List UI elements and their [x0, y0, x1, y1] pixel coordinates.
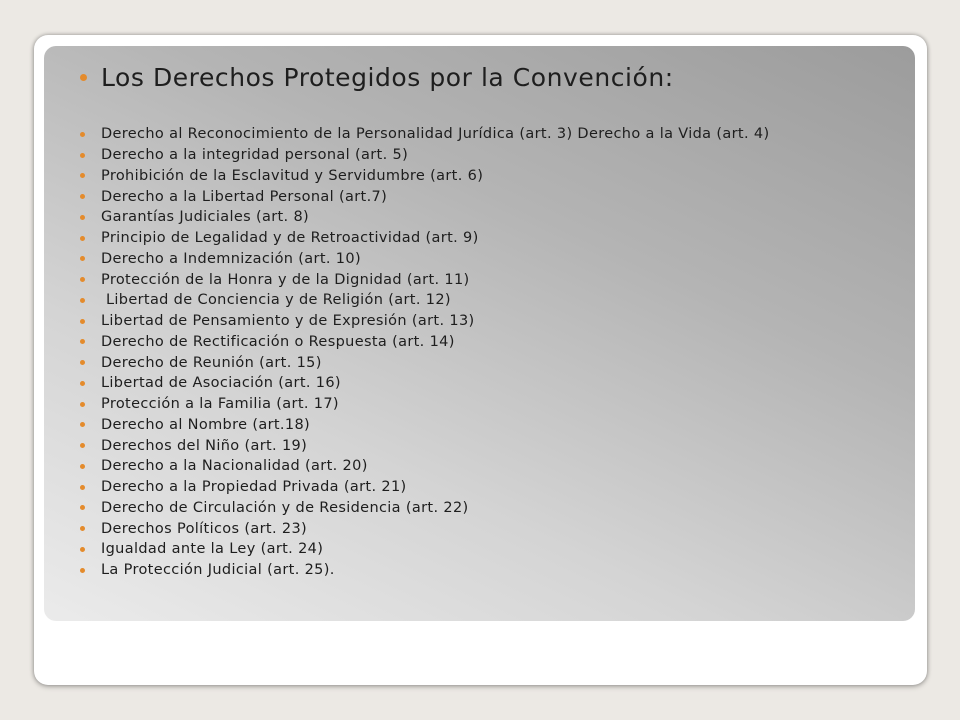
list-item — [80, 435, 769, 456]
list-item-text: Derecho al Reconocimiento de la Personalidad Jurídica (art. 3) Derecho a la Vida (art. 4) — [101, 126, 770, 143]
list-item-text: Igualdad ante la Ley (art. 24) — [101, 541, 324, 558]
list-item-text: Derechos Políticos (art. 23) — [101, 520, 308, 537]
bullet-icon — [80, 256, 85, 261]
list-item — [80, 394, 769, 415]
list-item-text: Derecho de Rectificación o Respuesta (art. 14) — [101, 333, 455, 350]
bullet-icon — [80, 443, 85, 448]
bullet-icon — [80, 173, 85, 178]
list-item-text: Derecho al Nombre (art.18) — [101, 416, 311, 433]
bullet-icon — [80, 194, 85, 199]
list-item — [80, 373, 769, 394]
list-item — [80, 249, 769, 270]
bullet-icon — [80, 568, 85, 573]
list-item-text: Derecho a la integridad personal (art. 5) — [101, 147, 409, 164]
list-item — [80, 269, 769, 290]
list-item — [80, 498, 769, 519]
list-item — [80, 124, 769, 145]
slide-title-row — [56, 59, 674, 95]
bullet-icon — [80, 526, 85, 531]
bullet-icon — [80, 485, 85, 490]
bullet-icon — [80, 74, 87, 81]
list-item — [80, 207, 769, 228]
list-item — [80, 311, 769, 332]
bullet-icon — [80, 381, 85, 386]
list-item — [80, 456, 769, 477]
list-item-text: Libertad de Pensamiento y de Expresión (art. 13) — [101, 313, 475, 330]
list-item-text: Libertad de Conciencia y de Religión (art. 12) — [101, 292, 451, 309]
list-item-text: Garantías Judiciales (art. 8) — [101, 209, 310, 226]
slide-title: Los Derechos Protegidos por la Convención: — [101, 62, 674, 92]
rights-list — [80, 124, 769, 581]
bullet-icon — [80, 132, 85, 137]
bullet-icon — [80, 464, 85, 469]
bullet-icon — [80, 215, 85, 220]
bullet-icon — [80, 402, 85, 407]
list-item — [80, 332, 769, 353]
bullet-icon — [80, 319, 85, 324]
list-item — [80, 352, 769, 373]
list-item-text: Protección de la Honra y de la Dignidad (art. 11) — [101, 271, 470, 288]
list-item-text: Principio de Legalidad y de Retroactividad (art. 9) — [101, 230, 479, 247]
bullet-icon — [80, 236, 85, 241]
bullet-icon — [80, 505, 85, 510]
list-item-text: Derecho de Reunión (art. 15) — [101, 354, 322, 371]
list-item — [80, 477, 769, 498]
bullet-icon — [80, 360, 85, 365]
list-item-text: Derecho de Circulación y de Residencia (art. 22) — [101, 499, 469, 516]
list-item — [80, 290, 769, 311]
bullet-icon — [80, 153, 85, 158]
bullet-icon — [80, 277, 85, 282]
list-item-text: Libertad de Asociación (art. 16) — [101, 375, 341, 392]
list-item — [80, 145, 769, 166]
list-item-text: La Protección Judicial (art. 25). — [101, 562, 335, 579]
list-item — [80, 228, 769, 249]
bullet-icon — [80, 422, 85, 427]
list-item — [80, 415, 769, 436]
list-item — [80, 186, 769, 207]
list-item-text: Derecho a la Propiedad Privada (art. 21) — [101, 479, 407, 496]
bullet-icon — [80, 547, 85, 552]
list-item-text: Protección a la Familia (art. 17) — [101, 396, 339, 413]
list-item — [80, 518, 769, 539]
list-item-text: Derecho a la Nacionalidad (art. 20) — [101, 458, 368, 475]
bullet-icon — [80, 339, 85, 344]
list-item — [80, 560, 769, 581]
list-item-text: Derecho a Indemnización (art. 10) — [101, 250, 361, 267]
list-item — [80, 166, 769, 187]
list-item-text: Derecho a la Libertad Personal (art.7) — [101, 188, 388, 205]
list-item — [80, 539, 769, 560]
list-item-text: Derechos del Niño (art. 19) — [101, 437, 308, 454]
list-item-text: Prohibición de la Esclavitud y Servidumbre (art. 6) — [101, 167, 484, 184]
bullet-icon — [80, 298, 85, 303]
